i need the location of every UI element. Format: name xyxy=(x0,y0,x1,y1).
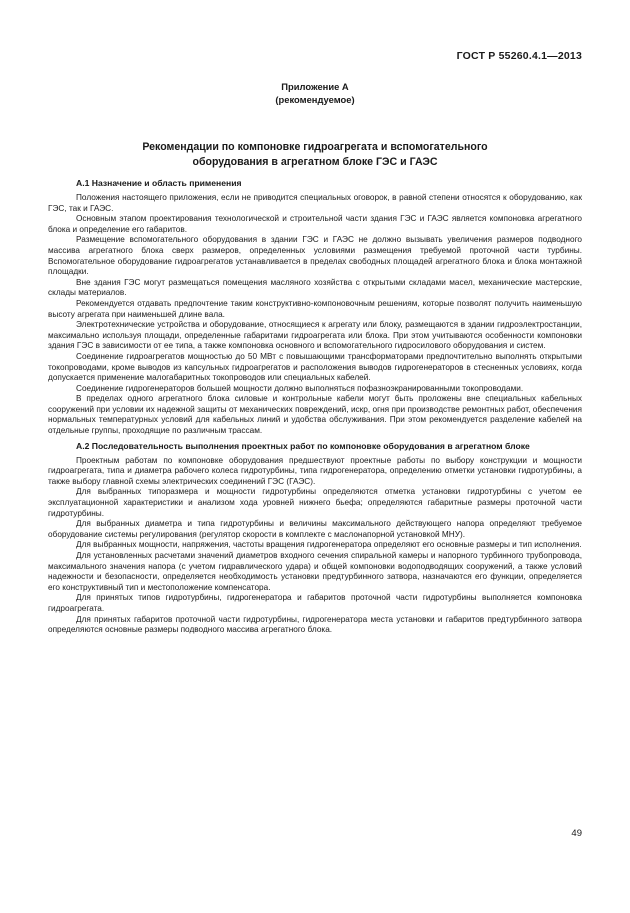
section-heading: А.1 Назначение и область применения xyxy=(76,178,242,188)
appendix-status: (рекомендуемое) xyxy=(275,94,355,105)
paragraph: Рекомендуется отдавать предпочтение таким конструктивно-компоновочным решениям, которые позволят получить наименьшую высоту агрегата при наименьшей длине вала. xyxy=(48,298,582,319)
paragraph: Соединение гидрогенераторов большей мощности должно выполняться пофазноэкранированными токопроводами. xyxy=(76,383,524,393)
paragraph: Для принятых типов гидротурбины, гидрогенератора и габаритов проточной части гидротурбины выполняется компоновка гидроагрегата. xyxy=(48,593,582,613)
paragraph: Вне здания ГЭС могут размещаться помещения масляного хозяйства с открытыми складами масел, механические мастерские, склады материалов. xyxy=(48,277,582,298)
paragraph: Для выбранных мощности, напряжения, частоты вращения гидрогенератора определяют его основные размеры и тип исполнения. xyxy=(76,540,582,550)
paragraph: Соединение гидроагрегатов мощностью до 50 МВт с повышающими трансформаторами предпочтительно выполнять открытыми токопроводами, кроме выводов из капсульных гидроагрегатов и расположения выводов гидрогенераторов в стесненных условиях, когда допускается применение малогабаритных токопроводов или специальных кабелей. xyxy=(48,351,582,383)
paragraph: Для выбранных диаметра и типа гидротурбины и величины максимального действующего напора определяют требуемое оборудование системы регулирования (регулятор скорости в комплекте с маслонапорной установкой МНУ). xyxy=(48,519,582,539)
appendix-label: Приложение А xyxy=(281,81,349,92)
title-line-1: Рекомендации по компоновке гидроагрегата и вспомогательного xyxy=(142,141,488,153)
paragraph: Для установленных расчетами значений диаметров входного сечения спиральной камеры и напорного турбинного трубопровода, максимального значения напора (с учетом гидравлического удара) и общей компоновки водоподводящих сооружений, а также условий надежности и безопасности, определяется необходимость установки предтурбинного затвора, назначаются его функции, определяется его конструктивный тип и местоположение компенсатора. xyxy=(48,551,582,592)
title-line-2: оборудования в агрегатном блоке ГЭС и ГАЭС xyxy=(192,155,438,168)
paragraph: Положения настоящего приложения, если не приводится специальных оговорок, в равной степени относятся к оборудованию, как ГЭС, так и ГАЭС. xyxy=(48,193,582,213)
section-heading: А.2 Последовательность выполнения проектных работ по компоновке оборудования в агрегатном блоке xyxy=(76,440,530,451)
recommendations-title xyxy=(60,140,570,169)
document-body xyxy=(48,178,582,636)
paragraph: В пределах одного агрегатного блока силовые и контрольные кабели могут быть проложены вне специальных кабельных сооружений при условии их надежной защиты от механических повреждений, искр, огня при производстве ремонтных работ, обеспечения нормальных температурных условий для кабельных линий и удобства обслуживания. При этом рекомендуется разделение кабелей на отдельные группы, проходящие по различным трассам. xyxy=(48,394,582,436)
page-number: 49 xyxy=(571,828,582,839)
appendix-heading xyxy=(0,80,630,106)
paragraph: Для принятых габаритов проточной части гидротурбины, гидрогенератора места установки и габаритов предтурбинного затвора определяются основные размеры подводного массива агрегатного блока. xyxy=(48,614,582,635)
paragraph: Основным этапом проектирования технологической и строительной части здания ГЭС и ГАЭС является компоновка агрегатного блока и определение его габаритов. xyxy=(48,214,582,234)
paragraph: Размещение вспомогательного оборудования в здании ГЭС и ГАЭС не должно вызывать увеличения размеров подводного массива агрегатного блока сверх размеров, определенных условиями размещения требуемой проточной части турбины. Вспомогательное оборудование гидроагрегатов устанавливается в пределах свободных площадей агрегатного блока и блока монтажной площадки. xyxy=(48,235,582,277)
paragraph: Электротехнические устройства и оборудование, относящиеся к агрегату или блоку, размещаются в здании гидроэлектростанции, максимально используя площади, определенные габаритами гидроагрегата или блока. При этом учитываются особенности компоновки здания ГЭС в зависимости от ее типа, а также компоновка основного и вспомогательного гидросилового оборудования и систем. xyxy=(48,320,582,351)
paragraph: Проектным работам по компоновке оборудования предшествуют проектные работы по выбору конструкции и мощности гидроагрегата, типа и диаметра рабочего колеса гидротурбины, типа гидрогенератора, определению отметки установки гидротурбины, а также выбору главной схемы электрических соединений ГЭС (ГАЭС). xyxy=(48,455,582,486)
document-code: ГОСТ Р 55260.4.1—2013 xyxy=(456,50,582,62)
paragraph: Для выбранных типоразмера и мощности гидротурбины определяются отметка установки гидротурбины с учетом ее эксплуатационной характеристики и анализом хода уровней нижнего бьефа; определяются габаритные размеры проточной части гидротурбины. xyxy=(48,487,582,518)
